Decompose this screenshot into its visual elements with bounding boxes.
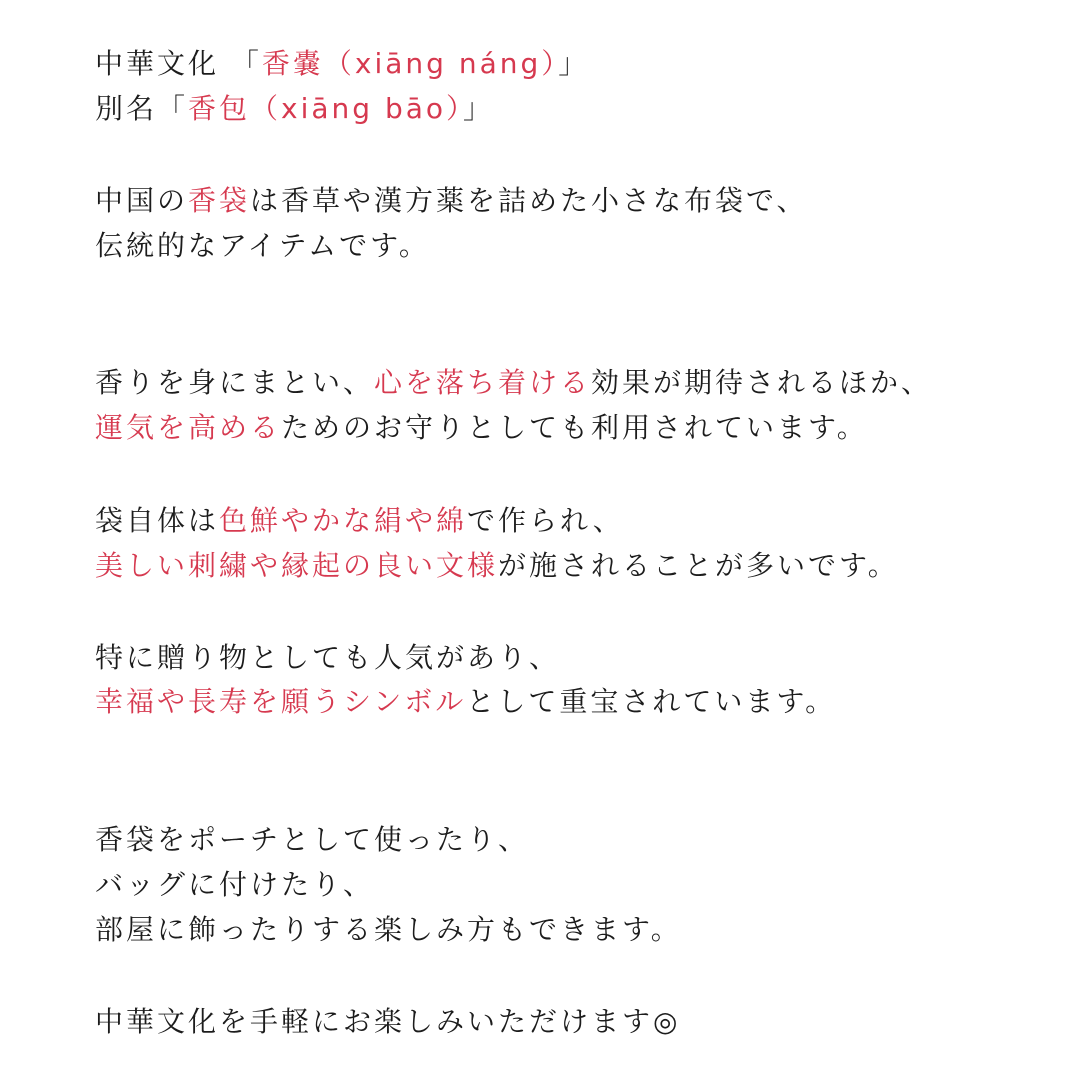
- effects-highlight-1: 心を落ち着ける: [374, 366, 592, 399]
- effects-line-2-b: ためのお守りとしても利用されています。: [281, 411, 868, 444]
- heading-line-1-prefix: 中華文化 「: [95, 47, 262, 80]
- effects-line-1-a: 香りを身にまとい、: [95, 366, 375, 399]
- gift-line-2: [95, 684, 836, 720]
- intro-line-1: [95, 183, 807, 219]
- gift-line-1: 特に贈り物としても人気があり、: [95, 641, 561, 674]
- intro-line-1-a: 中国の: [95, 184, 189, 217]
- effects-line-2: [95, 410, 868, 446]
- intro-line-1-c: は香草や漢方薬を詰めた小さな布袋で、: [250, 184, 808, 217]
- usage-line-1: 香袋をポーチとして使ったり、: [95, 823, 530, 856]
- material-line-2: [95, 548, 899, 584]
- material-line-1-a: 袋自体は: [95, 504, 220, 537]
- gift-highlight: 幸福や長寿を願うシンボル: [95, 685, 467, 718]
- closing-line: 中華文化を手軽にお楽しみいただけます◎: [95, 1005, 681, 1038]
- heading-line-1: [95, 46, 589, 82]
- material-highlight-2: 美しい刺繍や縁起の良い文様: [95, 549, 499, 582]
- effects-line-1: [95, 365, 932, 401]
- usage-line-2: バッグに付けたり、: [95, 868, 375, 901]
- intro-line-2: 伝統的なアイテムです。: [95, 229, 430, 262]
- heading-line-2-prefix: 別名「: [95, 92, 189, 125]
- effects-line-1-c: 効果が期待されるほか、: [591, 366, 933, 399]
- heading-line-2: [95, 91, 494, 127]
- material-line-2-b: が施されることが多いです。: [498, 549, 899, 582]
- effects-highlight-2: 運気を高める: [95, 411, 282, 444]
- heading-line-2-suffix: 」: [463, 92, 495, 125]
- material-line-1: [95, 503, 624, 539]
- usage-line-3: 部屋に飾ったりする楽しみ方もできます。: [95, 913, 682, 946]
- heading-product-name: 香嚢（xiāng náng）: [261, 47, 559, 80]
- material-highlight-1: 色鮮やかな絹や綿: [219, 504, 468, 537]
- gift-line-2-b: として重宝されています。: [466, 685, 837, 718]
- heading-alias-name: 香包（xiāng bāo）: [188, 92, 464, 125]
- material-line-1-c: で作られ、: [467, 504, 624, 537]
- intro-highlight: 香袋: [188, 184, 251, 217]
- heading-line-1-suffix: 」: [558, 47, 590, 80]
